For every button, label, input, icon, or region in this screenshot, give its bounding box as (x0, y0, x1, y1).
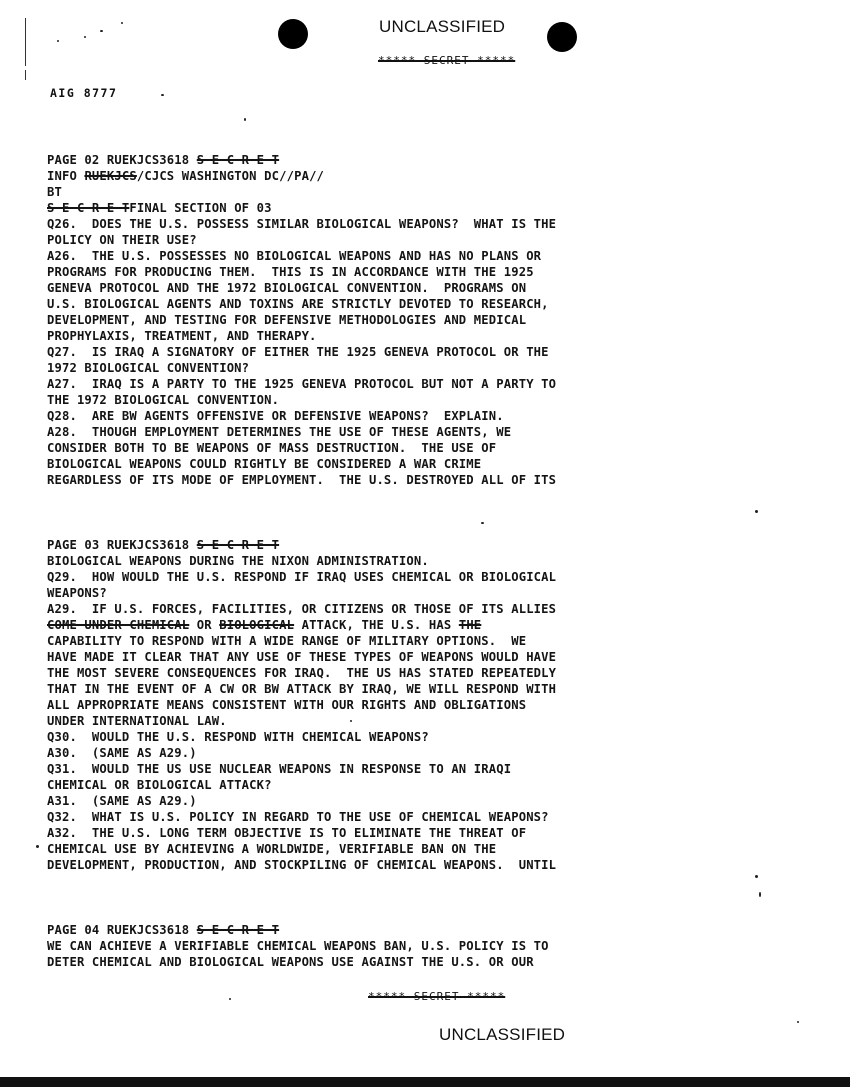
text-line (47, 553, 429, 569)
text-segment: GENEVA PROTOCOL AND THE 1972 BIOLOGICAL CONVENTION. PROGRAMS ON (47, 281, 527, 295)
text-line (47, 841, 496, 857)
scan-speck (161, 94, 164, 96)
classification-bottom: UNCLASSIFIED (439, 1025, 566, 1044)
text-segment: A28. THOUGH EMPLOYMENT DETERMINES THE USE OF THESE AGENTS, WE (47, 425, 512, 439)
text-segment: PAGE 04 RUEKJCS3618 (47, 923, 197, 937)
text-line (47, 312, 526, 328)
margin-mark (25, 70, 26, 80)
text-segment: OR (189, 618, 220, 632)
text-segment: CONSIDER BOTH TO BE WEAPONS OF MASS DESTRUCTION. THE USE OF (47, 441, 497, 455)
text-line (47, 344, 549, 360)
punch-hole-right (547, 22, 577, 52)
struck-text: S E C R E T (196, 153, 280, 167)
text-line (47, 376, 556, 392)
text-segment: FINAL SECTION OF 03 (129, 201, 272, 215)
text-line (47, 296, 549, 312)
text-segment: THE 1972 BIOLOGICAL CONVENTION. (47, 393, 280, 407)
text-line (47, 857, 556, 873)
text-line (47, 184, 62, 200)
struck-text: THE (458, 618, 482, 632)
text-line (47, 537, 279, 553)
text-line (47, 922, 279, 938)
text-segment: A26. THE U.S. POSSESSES NO BIOLOGICAL WEAPONS AND HAS NO PLANS OR (47, 249, 542, 263)
text-line (47, 168, 324, 184)
text-segment: A27. IRAQ IS A PARTY TO THE 1925 GENEVA PROTOCOL BUT NOT A PARTY TO (47, 377, 557, 391)
text-line (47, 152, 279, 168)
margin-mark (25, 18, 26, 66)
text-segment: U.S. BIOLOGICAL AGENTS AND TOXINS ARE STRICTLY DEVOTED TO RESEARCH, (47, 297, 549, 311)
scan-speck (244, 118, 246, 121)
scan-speck (57, 40, 59, 42)
text-line (47, 665, 556, 681)
scan-speck (759, 892, 761, 897)
secret-marking-top: ***** SECRET ***** (378, 54, 516, 67)
text-segment: PAGE 02 RUEKJCS3618 (47, 153, 197, 167)
text-line (47, 569, 556, 585)
secret-marking-bottom: ***** SECRET ***** (368, 990, 506, 1003)
text-line (47, 729, 429, 745)
text-segment: POLICY ON THEIR USE? (47, 233, 197, 247)
text-segment: Q27. IS IRAQ A SIGNATORY OF EITHER THE 1925 GENEVA PROTOCOL OR THE (47, 345, 549, 359)
scan-speck (36, 845, 39, 848)
text-line (47, 248, 541, 264)
text-segment: Q28. ARE BW AGENTS OFFENSIVE OR DEFENSIVE WEAPONS? EXPLAIN. (47, 409, 504, 423)
text-segment: BT (47, 185, 62, 199)
text-segment: PROPHYLAXIS, TREATMENT, AND THERAPY. (47, 329, 317, 343)
text-segment: INFO (47, 169, 85, 183)
text-line (47, 809, 549, 825)
aig-number: AIG 8777 (50, 86, 118, 100)
text-segment: HAVE MADE IT CLEAR THAT ANY USE OF THESE TYPES OF WEAPONS WOULD HAVE (47, 650, 557, 664)
text-line (47, 424, 511, 440)
classification-top: UNCLASSIFIED (379, 17, 506, 36)
text-line (47, 232, 197, 248)
text-segment: DEVELOPMENT, PRODUCTION, AND STOCKPILING OF CHEMICAL WEAPONS. UNTIL (47, 858, 557, 872)
text-line (47, 938, 549, 954)
scan-speck (755, 875, 758, 878)
text-segment: CAPABILITY TO RESPOND WITH A WIDE RANGE OF MILITARY OPTIONS. WE (47, 634, 527, 648)
text-segment: PROGRAMS FOR PRODUCING THEM. THIS IS IN ACCORDANCE WITH THE 1925 (47, 265, 534, 279)
text-line (47, 360, 249, 376)
text-segment: WE CAN ACHIEVE A VERIFIABLE CHEMICAL WEAPONS BAN, U.S. POLICY IS TO (47, 939, 549, 953)
text-line (47, 649, 556, 665)
text-line (47, 328, 317, 344)
scan-speck (350, 720, 352, 722)
scan-speck (797, 1021, 799, 1023)
text-segment: DETER CHEMICAL AND BIOLOGICAL WEAPONS USE AGAINST THE U.S. OR OUR (47, 955, 534, 969)
text-segment: PAGE 03 RUEKJCS3618 (47, 538, 197, 552)
text-line (47, 216, 556, 232)
text-line (47, 793, 197, 809)
text-line (47, 697, 526, 713)
scan-edge (0, 1077, 850, 1087)
text-line (47, 472, 556, 488)
text-segment: Q31. WOULD THE US USE NUCLEAR WEAPONS IN RESPONSE TO AN IRAQI (47, 762, 512, 776)
text-line (47, 954, 534, 970)
scan-speck (100, 30, 103, 32)
struck-text: S E C R E T (196, 538, 280, 552)
text-line (47, 601, 556, 617)
text-segment: CHEMICAL OR BIOLOGICAL ATTACK? (47, 778, 272, 792)
struck-text: S E C R E T (47, 201, 130, 215)
struck-text: RUEKJCS (84, 169, 137, 183)
text-line (47, 456, 481, 472)
text-segment: ATTACK, THE U.S. HAS (294, 618, 459, 632)
text-segment: Q26. DOES THE U.S. POSSESS SIMILAR BIOLOGICAL WEAPONS? WHAT IS THE (47, 217, 557, 231)
text-segment: Q30. WOULD THE U.S. RESPOND WITH CHEMICAL WEAPONS? (47, 730, 429, 744)
text-line (47, 392, 279, 408)
text-line (47, 440, 496, 456)
text-segment: A29. IF U.S. FORCES, FACILITIES, OR CITIZENS OR THOSE OF ITS ALLIES (47, 602, 557, 616)
text-line (47, 280, 526, 296)
scan-speck (481, 522, 484, 524)
text-line (47, 825, 526, 841)
punch-hole-left (278, 19, 308, 49)
struck-text: BIOLOGICAL (219, 618, 295, 632)
text-segment: CHEMICAL USE BY ACHIEVING A WORLDWIDE, VERIFIABLE BAN ON THE (47, 842, 497, 856)
struck-text: S E C R E T (196, 923, 280, 937)
text-segment: A31. (SAME AS A29.) (47, 794, 197, 808)
text-segment: ALL APPROPRIATE MEANS CONSISTENT WITH OUR RIGHTS AND OBLIGATIONS (47, 698, 527, 712)
text-line (47, 745, 197, 761)
text-line (47, 761, 511, 777)
text-segment: Q32. WHAT IS U.S. POLICY IN REGARD TO THE USE OF CHEMICAL WEAPONS? (47, 810, 549, 824)
text-line (47, 264, 534, 280)
text-line (47, 585, 107, 601)
text-segment: UNDER INTERNATIONAL LAW. (47, 714, 227, 728)
struck-text: COME UNDER CHEMICAL (47, 618, 190, 632)
text-line (47, 617, 481, 633)
scan-speck (121, 22, 123, 24)
text-segment: A30. (SAME AS A29.) (47, 746, 197, 760)
text-segment: A32. THE U.S. LONG TERM OBJECTIVE IS TO ELIMINATE THE THREAT OF (47, 826, 527, 840)
scan-speck (755, 510, 758, 513)
text-segment: DEVELOPMENT, AND TESTING FOR DEFENSIVE METHODOLOGIES AND MEDICAL (47, 313, 527, 327)
text-segment: THE MOST SEVERE CONSEQUENCES FOR IRAQ. THE US HAS STATED REPEATEDLY (47, 666, 557, 680)
text-line (47, 200, 272, 216)
text-segment: REGARDLESS OF ITS MODE OF EMPLOYMENT. THE U.S. DESTROYED ALL OF ITS (47, 473, 557, 487)
scan-speck (229, 998, 231, 1000)
text-segment: /CJCS WASHINGTON DC//PA// (136, 169, 325, 183)
text-segment: Q29. HOW WOULD THE U.S. RESPOND IF IRAQ USES CHEMICAL OR BIOLOGICAL (47, 570, 557, 584)
text-segment: BIOLOGICAL WEAPONS COULD RIGHTLY BE CONSIDERED A WAR CRIME (47, 457, 482, 471)
text-segment: THAT IN THE EVENT OF A CW OR BW ATTACK BY IRAQ, WE WILL RESPOND WITH (47, 682, 557, 696)
text-line (47, 713, 227, 729)
text-segment: BIOLOGICAL WEAPONS DURING THE NIXON ADMINISTRATION. (47, 554, 429, 568)
text-line (47, 408, 504, 424)
text-line (47, 681, 556, 697)
text-segment: 1972 BIOLOGICAL CONVENTION? (47, 361, 250, 375)
text-line (47, 777, 272, 793)
text-line (47, 633, 526, 649)
scan-speck (84, 36, 86, 38)
text-segment: WEAPONS? (47, 586, 107, 600)
